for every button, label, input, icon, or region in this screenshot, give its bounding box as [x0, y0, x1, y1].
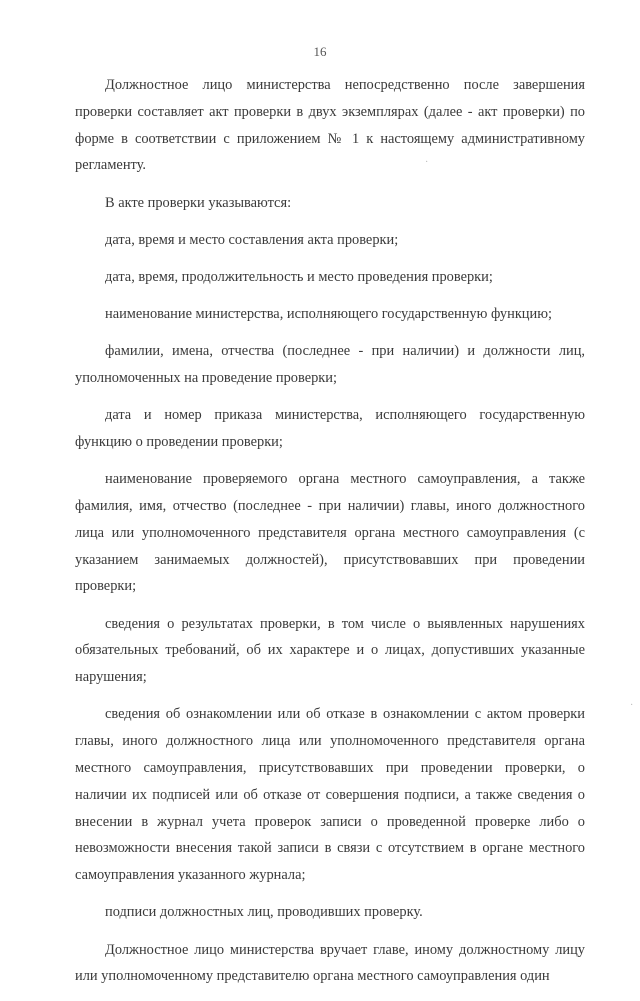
paragraph-item-signatures: подписи должностных лиц, проводивших проверку.: [105, 904, 423, 921]
paragraph-item-ministry-name: наименование министерства, исполняющего государственную функцию;: [105, 306, 552, 323]
scan-speck: ·: [630, 700, 634, 711]
paragraph-act-delivery: Должностное лицо министерства вручает главе, иному должностному лицу или уполномоченному представителю органа местного самоуправления один: [75, 941, 585, 985]
paragraph-item-acquaintance: сведения об ознакомлении или об отказе в ознакомлении с актом проверки главы, иного должностного лица или уполномоченного представителя органа местного самоуправления, присутствовавших при проведении проверки, о наличии их подписей или об отказе от совершения подписи, а также сведения о внесении в журнал учета проверок записи о проведенной проверке либо о невозможности внесения такой записи в связи с отсутствием в органе местного самоуправления указанного журнала;: [75, 706, 585, 884]
paragraph-item-order: дата и номер приказа министерства, исполняющего государственную функцию о проведении проверки;: [75, 407, 585, 451]
paragraph-item-date-place-of-act: дата, время и место составления акта проверки;: [105, 231, 399, 248]
scan-speck: ·: [425, 157, 429, 168]
paragraph-act-drafting: Должностное лицо министерства непосредственно после завершения проверки составляет акт проверки в двух экземплярах (далее - акт проверки) по форме в соответствии с приложением № 1 к настоящему административному регламенту.: [75, 77, 585, 174]
paragraph-item-inspected-body: наименование проверяемого органа местного самоуправления, а также фамилия, имя, отчество (последнее - при наличии) главы, иного должностного лица или уполномоченного представителя органа местного самоуправления (с указанием занимаемых должностей), присутствовавших при проведении проверки;: [75, 471, 585, 595]
paragraph-act-contents-intro: В акте проверки указываются:: [105, 194, 292, 211]
body-text: [75, 72, 585, 1001]
paragraph-item-results: сведения о результатах проверки, в том числе о выявленных нарушениях обязательных требований, об их характере и о лицах, допустивших указанные нарушения;: [75, 615, 585, 686]
paragraph-item-date-duration-of-inspection: дата, время, продолжительность и место проведения проверки;: [105, 268, 493, 285]
paragraph-item-inspectors: фамилии, имена, отчества (последнее - при наличии) и должности лиц, уполномоченных на проведение проверки;: [75, 343, 585, 387]
page-number: 16: [313, 44, 327, 59]
